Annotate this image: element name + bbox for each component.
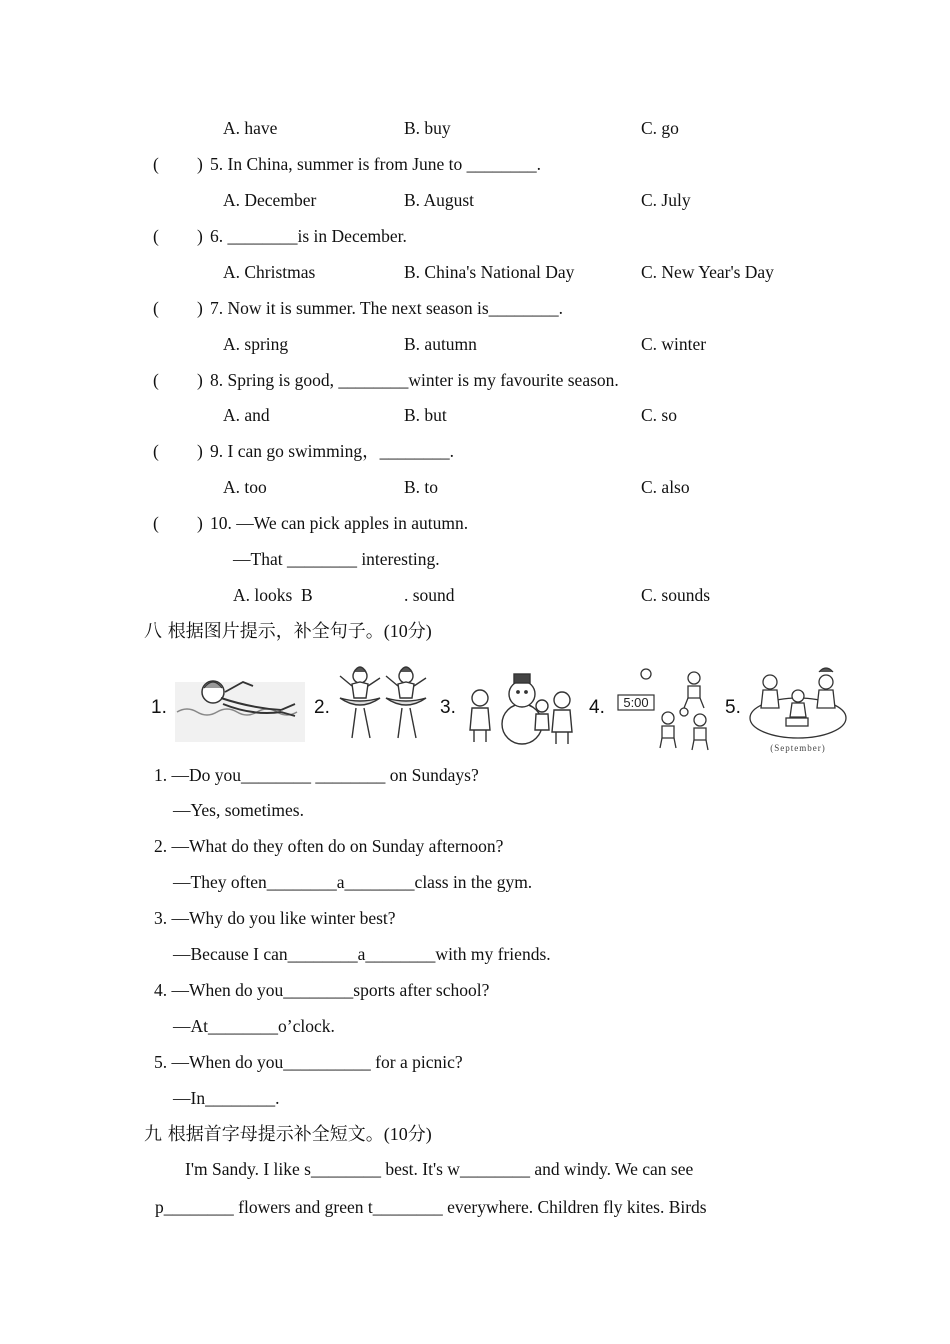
section-9-title: 九 根据首字母提示补全短文。 <box>144 1124 384 1145</box>
q9-answer-close: ) <box>197 441 203 461</box>
q5-question: 5. In China, summer is from June to ________. <box>210 154 542 174</box>
q8-option-a: A. and <box>223 405 270 425</box>
picture-number-2: 2. <box>314 697 330 718</box>
picture-number-1: 1. <box>151 697 167 718</box>
picture-sports <box>614 662 718 754</box>
q9-option-b: B. to <box>404 477 439 497</box>
q7-option-c: C. winter <box>641 334 707 354</box>
s8-q3: 3. —Why do you like winter best? <box>154 908 396 928</box>
picture-number-5: 5. <box>725 697 741 718</box>
q8-question: 8. Spring is good, ________winter is my favourite season. <box>210 370 619 390</box>
q5-option-c: C. July <box>641 190 691 210</box>
q6-answer-open: ( <box>153 226 159 246</box>
q9-option-c: C. also <box>641 477 690 497</box>
q5-answer-close: ) <box>197 154 203 174</box>
q6-answer-close: ) <box>197 226 203 246</box>
clock-readout: 5:00 <box>623 695 649 710</box>
q10-option-b: . sound <box>404 585 455 605</box>
calendar-month-label: (September) <box>770 743 826 753</box>
q5-option-a: A. December <box>223 190 317 210</box>
q4-option-a: A. have <box>223 118 278 138</box>
q10-question: 10. —We can pick apples in autumn. <box>210 513 469 533</box>
section-8-title: 八 根据图片提示，补全句子。 <box>144 621 384 642</box>
picture-swimming <box>173 662 307 754</box>
q7-answer-open: ( <box>153 298 159 318</box>
q6-question: 6. ________is in December. <box>210 226 407 246</box>
picture-snowman <box>462 662 582 754</box>
s8-q1: 1. —Do you________ ________ on Sundays? <box>154 765 479 785</box>
q5-answer-open: ( <box>153 154 159 174</box>
q10-option-a: A. looks B <box>233 585 313 605</box>
q10-question-reply: —That ________ interesting. <box>233 549 440 569</box>
q8-answer-close: ) <box>197 370 203 390</box>
section-8-score: (10分) <box>383 621 432 641</box>
q4-option-c: C. go <box>641 118 679 138</box>
q10-answer-open: ( <box>153 513 159 533</box>
s9-passage-line-2: p________ flowers and green t________ everywhere. Children fly kites. Birds <box>155 1197 707 1217</box>
q5-option-b: B. August <box>404 190 475 210</box>
q6-option-c: C. New Year's Day <box>641 262 774 282</box>
s8-q5: 5. —When do you__________ for a picnic? <box>154 1052 463 1072</box>
q6-option-b: B. China's National Day <box>404 262 575 282</box>
q7-option-a: A. spring <box>223 334 289 354</box>
section-9-score: (10分) <box>383 1124 432 1144</box>
s8-a4: —At________o’clock. <box>173 1016 335 1036</box>
section-8-heading <box>144 620 432 643</box>
q10-answer-close: ) <box>197 513 203 533</box>
s8-a2: —They often________a________class in the gym. <box>173 872 533 892</box>
q4-option-b: B. buy <box>404 118 451 138</box>
q10-option-c: C. sounds <box>641 585 711 605</box>
s8-a1: —Yes, sometimes. <box>173 800 304 820</box>
q8-option-b: B. but <box>404 405 447 425</box>
q8-answer-open: ( <box>153 370 159 390</box>
q8-option-c: C. so <box>641 405 677 425</box>
s8-q2: 2. —What do they often do on Sunday afternoon? <box>154 836 504 856</box>
s8-q4: 4. —When do you________sports after school? <box>154 980 490 1000</box>
q9-option-a: A. too <box>223 477 267 497</box>
picture-number-4: 4. <box>589 697 605 718</box>
q6-option-a: A. Christmas <box>223 262 316 282</box>
s8-a3: —Because I can________a________with my friends. <box>173 944 551 964</box>
picture-picnic <box>746 662 850 754</box>
s8-a5: —In________. <box>173 1088 280 1108</box>
q9-answer-open: ( <box>153 441 159 461</box>
q7-option-b: B. autumn <box>404 334 477 354</box>
q7-question: 7. Now it is summer. The next season is________. <box>210 298 564 318</box>
q7-answer-close: ) <box>197 298 203 318</box>
section-9-heading <box>144 1123 432 1146</box>
q9-question: 9. I can go swimming，________. <box>210 441 455 461</box>
s9-passage-line-1: I'm Sandy. I like s________ best. It's w________ and windy. We can see <box>185 1159 694 1179</box>
picture-dancing <box>334 662 434 754</box>
picture-number-3: 3. <box>440 697 456 718</box>
